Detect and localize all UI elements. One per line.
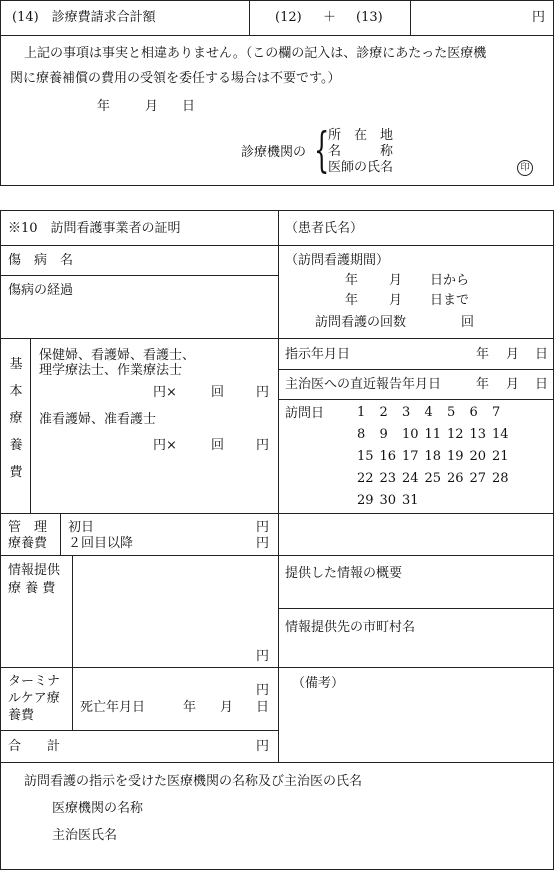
visit-day[interactable]: 20 [469, 449, 487, 464]
visit-day[interactable]: 8 [357, 427, 366, 442]
visit-day[interactable]: 23 [379, 471, 397, 486]
divider [0, 245, 278, 246]
instruction-date-label: 指示年月日 [285, 347, 351, 362]
divider [60, 513, 61, 555]
visit-day[interactable]: 30 [379, 493, 397, 508]
visit-day[interactable]: 5 [447, 405, 456, 420]
total-claim-label: (14) 診療費請求合計額 [12, 10, 156, 25]
declaration-text-cont: 関に療養補償の費用の受領を委任する場合は不要です。） [10, 71, 341, 86]
death-date-label: 死亡年月日 [80, 700, 146, 715]
calendar-week [357, 427, 512, 449]
divider [72, 667, 73, 730]
formula-item-12: (12) [275, 10, 302, 25]
info-fee-label: 情報提供 [8, 563, 61, 578]
assoc-times-unit[interactable]: 回 [211, 438, 225, 453]
visit-day[interactable]: 26 [447, 471, 464, 486]
period-from-year[interactable]: 年 [345, 273, 359, 288]
visit-day[interactable]: 1 [357, 405, 366, 420]
visit-day[interactable]: 13 [469, 427, 487, 442]
patient-name-field[interactable]: （患者氏名） [285, 221, 364, 236]
nurse-category: 保健婦、看護婦、看護士、 [39, 348, 196, 363]
divider [0, 555, 554, 556]
divider [249, 0, 250, 35]
divider [410, 0, 411, 35]
brace-icon: { [314, 122, 330, 178]
nurse-times-unit[interactable]: 回 [211, 385, 225, 400]
visit-day-calendar [357, 405, 512, 515]
instruction-date-month[interactable]: 月 [506, 347, 520, 362]
remarks-field[interactable]: （備考） [292, 676, 345, 691]
divider [0, 730, 278, 731]
plus-sign: ＋ [323, 10, 337, 25]
visit-day[interactable]: 19 [447, 449, 464, 464]
visit-day[interactable]: 21 [492, 449, 509, 464]
visit-day[interactable]: 12 [447, 427, 464, 442]
total-claim-amount-field[interactable]: 円 [532, 10, 546, 25]
divider [0, 762, 554, 763]
certificate-title: ※10 訪問看護事業者の証明 [8, 221, 181, 236]
visit-day[interactable]: 10 [402, 427, 419, 442]
doctor-info-title: 訪問看護の指示を受けた医療機関の名称及び主治医の氏名 [24, 774, 363, 789]
visit-day[interactable]: 18 [424, 449, 442, 464]
period-to-day[interactable]: 日まで [430, 293, 470, 308]
visit-day[interactable]: 17 [402, 449, 419, 464]
address-field[interactable]: 所 在 地 [328, 128, 394, 143]
basic-fee-label: 基 本 療 養 費 [9, 357, 23, 480]
instruction-date-day[interactable]: 日 [535, 347, 549, 362]
total-label: 合 計 [8, 739, 61, 754]
visit-day[interactable]: 24 [402, 471, 419, 486]
attending-doctor-name-field[interactable]: 主治医氏名 [52, 828, 118, 843]
period-to-year[interactable]: 年 [345, 293, 359, 308]
nurse-yen-times[interactable]: 円× [153, 385, 177, 400]
period-from-month[interactable]: 月 [389, 273, 403, 288]
assoc-yen-times[interactable]: 円× [153, 438, 177, 453]
latest-report-day[interactable]: 日 [535, 377, 549, 392]
info-fee-label-cont: 療 養 費 [8, 581, 56, 596]
visit-day[interactable]: 22 [357, 471, 374, 486]
visit-day[interactable]: 9 [379, 427, 388, 442]
management-first-day: 初日 [68, 520, 95, 535]
seal-icon: 印 [517, 160, 533, 176]
visit-day[interactable]: 7 [492, 405, 501, 420]
institution-name-field[interactable]: 名 称 [328, 144, 394, 159]
assoc-yen-total[interactable]: 円 [256, 438, 270, 453]
period-from-day[interactable]: 日から [430, 273, 470, 288]
declaration-date-month[interactable]: 月 [145, 99, 159, 114]
divider [278, 399, 554, 400]
divider [278, 245, 554, 246]
divider [30, 338, 31, 513]
death-date-month[interactable]: 月 [220, 700, 234, 715]
visit-day[interactable]: 4 [424, 405, 433, 420]
visit-day[interactable]: 14 [492, 427, 509, 442]
declaration-text: 上記の事項は事実と相違ありません。（この欄の記入は、診療にあたった医療機 [24, 46, 487, 61]
visit-days-label: 訪問日 [285, 406, 325, 421]
formula-item-13: (13) [356, 10, 383, 25]
death-date-year[interactable]: 年 [183, 700, 197, 715]
divider [72, 555, 73, 667]
visit-period-label: （訪問看護期間） [285, 253, 390, 268]
disease-progress-field[interactable]: 傷病の経過 [8, 283, 74, 298]
terminal-care-yen[interactable]: 円 [256, 683, 270, 698]
visit-day[interactable]: 11 [424, 427, 442, 442]
visit-day[interactable]: 15 [357, 449, 374, 464]
calendar-week [357, 471, 512, 493]
management-fee-label-cont: 療養費 [8, 536, 48, 551]
info-fee-yen[interactable]: 円 [256, 649, 270, 664]
visit-day[interactable]: 29 [357, 493, 374, 508]
calendar-week [357, 493, 512, 515]
terminal-care-label: ターミナ [8, 674, 61, 689]
visit-day[interactable]: 28 [492, 471, 509, 486]
visit-day[interactable]: 2 [379, 405, 388, 420]
management-second-yen[interactable]: 円 [256, 536, 270, 551]
period-to-month[interactable]: 月 [389, 293, 403, 308]
doctor-name-field[interactable]: 医師の氏名 [328, 160, 394, 175]
declaration-date-day[interactable]: 日 [182, 99, 196, 114]
divider [278, 608, 554, 609]
visit-day[interactable]: 16 [379, 449, 397, 464]
institution-label: 診療機関の [241, 145, 307, 160]
visit-day[interactable]: 3 [402, 405, 411, 420]
visit-day[interactable]: 6 [469, 405, 478, 420]
instruction-date-year[interactable]: 年 [476, 347, 490, 362]
management-fee-label: 管 理 [8, 520, 48, 535]
total-yen[interactable]: 円 [256, 739, 270, 754]
visit-count-label: 訪問看護の回数 [315, 315, 407, 330]
assoc-nurse-category: 准看護婦、准看護士 [39, 412, 157, 427]
info-city-field[interactable]: 情報提供先の市町村名 [285, 620, 416, 635]
latest-report-month[interactable]: 月 [506, 377, 520, 392]
terminal-care-label-3: 養費 [8, 708, 35, 723]
divider [278, 210, 279, 762]
declaration-date-year[interactable]: 年 [97, 99, 111, 114]
visit-day[interactable]: 31 [402, 493, 419, 508]
divider [278, 369, 554, 370]
latest-report-year[interactable]: 年 [476, 377, 490, 392]
medical-institution-name-field[interactable]: 医療機関の名称 [52, 801, 144, 816]
divider [0, 275, 278, 276]
visit-day[interactable]: 25 [424, 471, 442, 486]
disease-name-field[interactable]: 傷 病 名 [8, 253, 74, 268]
management-first-day-yen[interactable]: 円 [256, 520, 270, 535]
management-second: ２回目以降 [68, 536, 134, 551]
visit-day[interactable]: 27 [469, 471, 487, 486]
death-date-day[interactable]: 日 [256, 700, 270, 715]
nurse-category-cont: 理学療法士、作業療法士 [39, 363, 183, 378]
divider [0, 338, 554, 339]
calendar-week [357, 405, 512, 427]
latest-report-label: 主治医への直近報告年月日 [285, 377, 442, 392]
nurse-yen-total[interactable]: 円 [256, 385, 270, 400]
terminal-care-label-2: ルケア療 [8, 691, 60, 706]
divider [0, 667, 554, 668]
divider [0, 35, 554, 36]
info-summary-field[interactable]: 提供した情報の概要 [285, 566, 403, 581]
calendar-week [357, 449, 512, 471]
visit-count-field[interactable]: 回 [461, 315, 475, 330]
